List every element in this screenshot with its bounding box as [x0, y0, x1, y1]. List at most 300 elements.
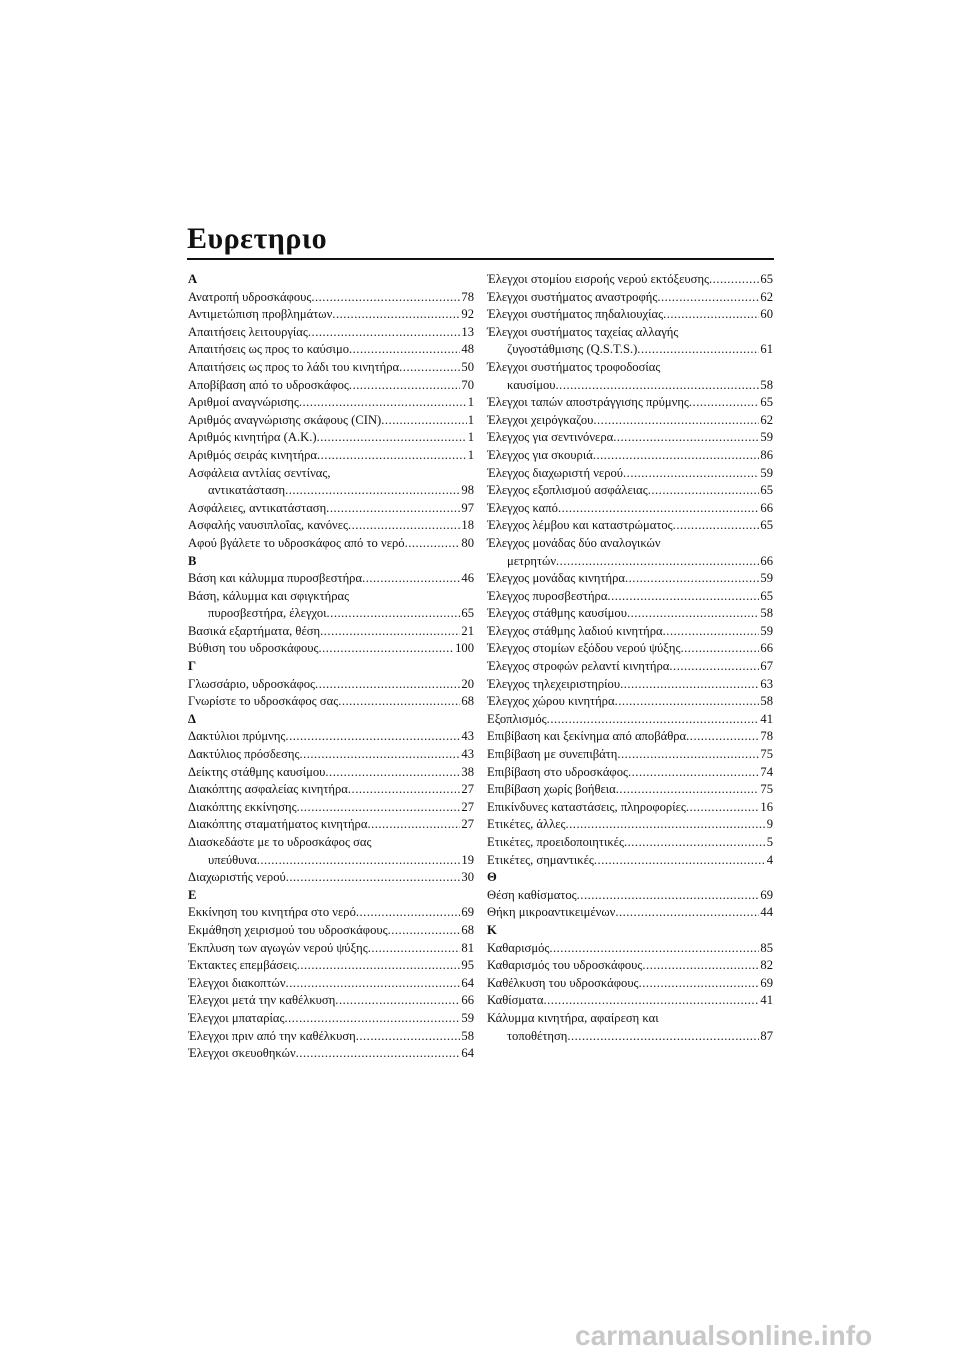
index-entry-page: 1: [467, 447, 474, 462]
dot-leader: [311, 289, 460, 307]
index-entry-page: 59: [760, 465, 773, 480]
index-entry-page: 95: [461, 958, 474, 973]
index-entry-page: 16: [760, 799, 773, 814]
index-entry: [188, 500, 474, 518]
index-entry-text: Αποβίβαση από το υδροσκάφος: [188, 377, 349, 392]
index-entry-text: Διακόπτης ασφαλείας κινητήρα: [188, 782, 348, 797]
index-entry: [487, 852, 773, 870]
dot-leader: [362, 570, 460, 588]
index-entry: [487, 377, 773, 395]
index-entry-page: 44: [760, 905, 773, 920]
index-entry-page: 19: [461, 852, 474, 867]
index-letter-heading: Θ: [487, 870, 497, 885]
index-entry: [188, 816, 474, 834]
index-entry: [188, 517, 474, 535]
index-entry: [487, 799, 773, 817]
index-entry: [487, 623, 773, 641]
index-entry-text: πυροσβεστήρα, έλεγχοι: [208, 606, 327, 621]
index-entry-page: 38: [461, 764, 474, 779]
index-entry-text: Έλεγχοι μετά την καθέλκυση: [188, 993, 336, 1008]
index-entry: [188, 605, 474, 623]
index-entry: [487, 465, 773, 483]
index-entry-page: 65: [760, 272, 773, 286]
index-entry-text: Κάλυμμα κινητήρα, αφαίρεση και: [487, 1010, 659, 1025]
index-entry: [188, 289, 474, 307]
index-entry-page: 63: [760, 676, 773, 691]
dot-leader: [297, 957, 461, 975]
index-entry-text: Έλεγχος εξοπλισμού ασφάλειας: [487, 483, 648, 498]
index-entry-page: 48: [461, 342, 474, 357]
dot-leader: [709, 271, 759, 289]
watermark-footer: carmanualsonline.info: [575, 1320, 873, 1351]
index-entry-page: 100: [455, 641, 474, 656]
dot-leader: [617, 746, 759, 764]
index-entry: [188, 359, 474, 377]
index-entry: [487, 781, 773, 799]
index-entry-text: Ασφάλεια αντλίας σεντίνας,: [188, 465, 331, 480]
index-entry-page: 58: [760, 694, 773, 709]
index-entry: [188, 799, 474, 817]
index-entry-text: Ετικέτες, σημαντικές: [487, 852, 594, 867]
index-entry: [188, 341, 474, 359]
index-entry-text: Έλεγχος στάθμης καυσίμου: [487, 606, 627, 621]
index-entry: [188, 922, 474, 940]
index-entry-text: Έλεγχοι συστήματος αναστροφής: [487, 289, 658, 304]
index-entry-page: 81: [461, 940, 474, 955]
index-entry-page: 21: [461, 623, 474, 638]
index-entry-page: 66: [760, 641, 773, 656]
index-entry-page: 85: [760, 940, 773, 955]
index-entry-page: 67: [760, 659, 773, 674]
index-entry-text: Αριθμός σειράς κινητήρα: [188, 447, 318, 462]
dot-leader: [558, 500, 759, 518]
index-entry-text: Αριθμός αναγνώρισης σκάφους (CIN): [188, 412, 382, 427]
index-entry: [487, 412, 773, 430]
index-entry-page: 60: [760, 307, 773, 322]
index-entry-text: Έλεγχος στροφών ρελαντί κινητήρα: [487, 659, 670, 674]
index-entry: [487, 289, 773, 307]
dot-leader: [356, 1028, 461, 1046]
index-entry: [188, 1028, 474, 1046]
dot-leader: [556, 377, 760, 395]
dot-leader: [349, 377, 460, 395]
index-entry: [487, 904, 773, 922]
dot-leader: [625, 570, 759, 588]
index-entry: [188, 412, 474, 430]
index-entry-page: 9: [766, 817, 773, 832]
index-entry: [188, 781, 474, 799]
index-entry-page: 27: [461, 799, 474, 814]
index-entry: [188, 1045, 474, 1063]
index-entry-page: 82: [760, 958, 773, 973]
index-entry: [188, 1010, 474, 1028]
index-entry: [487, 887, 773, 905]
index-entry-text: ζυγοστάθμισης (Q.S.T.S.): [507, 342, 638, 357]
dot-leader: [315, 676, 460, 694]
index-entry: [188, 306, 474, 324]
index-entry-text: Αριθμός κινητήρα (Α.Κ.): [188, 430, 317, 445]
dot-leader: [335, 992, 460, 1010]
dot-leader: [405, 535, 461, 553]
index-entry-text: Βάση και κάλυμμα πυροσβεστήρα: [188, 571, 363, 586]
dot-leader: [318, 640, 454, 658]
dot-leader: [257, 852, 461, 870]
dot-leader: [332, 306, 460, 324]
index-entry: [487, 500, 773, 518]
dot-leader: [388, 922, 461, 940]
dot-leader: [648, 482, 760, 500]
index-entry-page: 59: [760, 430, 773, 445]
dot-leader: [637, 341, 759, 359]
index-entry-text: Έκτακτες επεμβάσεις: [188, 958, 297, 973]
index-entry-page: 13: [461, 324, 474, 339]
dot-leader: [657, 289, 759, 307]
index-entry-text: Ετικέτες, άλλες: [487, 817, 566, 832]
index-entry-text: Έκπλυση των αγωγών νερού ψύξης: [188, 940, 368, 955]
index-entry: [487, 271, 773, 289]
dot-leader: [284, 1010, 460, 1028]
index-entry-page: 27: [461, 782, 474, 797]
dot-leader: [325, 764, 460, 782]
dot-leader: [296, 1045, 461, 1063]
index-entry: [188, 447, 474, 465]
dot-leader: [639, 975, 760, 993]
index-entry: [188, 482, 474, 500]
dot-leader: [566, 816, 766, 834]
index-entry-page: 46: [461, 571, 474, 586]
dot-leader: [381, 412, 466, 430]
index-entry-text: τοποθέτηση: [507, 1028, 568, 1043]
index-entry-text: Έλεγχοι συστήματος ταχείας αλλαγής: [487, 324, 679, 339]
dot-leader: [620, 676, 759, 694]
index-entry-page: 4: [766, 852, 773, 867]
dot-leader: [593, 412, 759, 430]
index-entry-text: Έλεγχος διαχωριστή νερού: [487, 465, 624, 480]
index-entry: [188, 992, 474, 1010]
index-entry-text: Βάση, κάλυμμα και σφιγκτήρας: [188, 588, 350, 603]
index-entry-page: 69: [760, 975, 773, 990]
index-entry-text: Ετικέτες, προειδοποιητικές: [487, 835, 624, 849]
index-entry: [487, 588, 773, 606]
dot-leader: [593, 447, 760, 465]
index-entry-text: Απαιτήσεις ως προς το καύσιμο: [188, 342, 349, 357]
dot-leader: [399, 359, 460, 377]
index-entry-text: Επιβίβαση και ξεκίνημα από αποβάθρα: [487, 729, 687, 744]
index-letter-heading: Α: [188, 272, 198, 286]
index-entry: [487, 553, 773, 571]
index-entry-page: 97: [461, 500, 474, 515]
dot-leader: [556, 553, 759, 571]
index-entry: [188, 640, 474, 658]
index-entry-text: Έλεγχος για σεντινόνερα: [487, 430, 614, 445]
index-entry-text: Γνωρίστε το υδροσκάφος σας: [188, 694, 339, 709]
index-entry: [188, 693, 474, 711]
index-entry-page: 43: [461, 747, 474, 762]
index-entry-page: 64: [461, 975, 474, 990]
index-entry-page: 18: [461, 518, 474, 533]
index-entry: [188, 852, 474, 870]
index-entry: [487, 992, 773, 1010]
dot-leader: [327, 605, 461, 623]
index-entry-page: 62: [760, 412, 773, 427]
index-entry-text: Θέση καθίσματος: [487, 887, 577, 902]
index-entry: [188, 957, 474, 975]
index-entry-page: 86: [760, 447, 773, 462]
index-entry-page: 80: [461, 535, 474, 550]
index-entry-page: 1: [467, 395, 474, 410]
index-entry-text: Έλεγχοι ταπών αποστράγγισης πρύμνης: [487, 395, 689, 410]
index-entry: [487, 1028, 773, 1046]
index-letter-heading: Β: [188, 553, 197, 568]
index-entry-text: Βασικά εξαρτήματα, θέση: [188, 623, 321, 638]
dot-leader: [686, 728, 759, 746]
dot-leader: [615, 693, 760, 711]
index-entry-page: 66: [461, 993, 474, 1008]
dot-leader: [543, 992, 759, 1010]
index-entry-page: 65: [461, 606, 474, 621]
index-entry-text: Έλεγχοι διακοπτών: [188, 975, 286, 990]
index-entry: [188, 324, 474, 342]
dot-leader: [624, 834, 766, 852]
index-entry-page: 65: [760, 395, 773, 410]
index-entry-text: αντικατάσταση: [208, 483, 286, 498]
index-entry-page: 58: [461, 1028, 474, 1043]
index-entry-text: Επικίνδυνες καταστάσεις, πληροφορίες: [487, 799, 686, 814]
dot-leader: [320, 623, 460, 641]
index-entry: [188, 764, 474, 782]
index-entry-text: Έλεγχος στάθμης λαδιού κινητήρα: [487, 623, 663, 638]
index-entry-text: Αντιμετώπιση προβλημάτων: [188, 307, 333, 322]
index-entry: [188, 940, 474, 958]
index-entry: [487, 816, 773, 834]
dot-leader: [689, 394, 760, 412]
index-entry-page: 58: [760, 377, 773, 392]
index-entry-page: 27: [461, 817, 474, 832]
index-letter-heading: Δ: [188, 711, 196, 726]
index-entry-text: Έλεγχοι πριν από την καθέλκυση: [188, 1028, 356, 1043]
index-entry-text: Έλεγχοι μπαταρίας: [188, 1010, 285, 1025]
dot-leader: [547, 711, 760, 729]
index-entry-text: Ασφάλειες, αντικατάσταση: [188, 500, 327, 515]
dot-leader: [663, 623, 760, 641]
index-entry-text: Ασφαλής ναυσιπλοΐας, κανόνες: [188, 518, 348, 533]
dot-leader: [349, 341, 460, 359]
index-entry: [188, 535, 474, 553]
index-entry-text: Απαιτήσεις ως προς το λάδι του κινητήρα: [188, 359, 400, 374]
dot-leader: [317, 447, 467, 465]
index-letter-heading: Γ: [188, 659, 197, 674]
dot-leader: [577, 887, 760, 905]
index-entry: [487, 957, 773, 975]
dot-leader: [285, 482, 460, 500]
index-entry-text: Έλεγχος μονάδας κινητήρα: [487, 571, 625, 586]
index-entry-text: Εκμάθηση χειρισμού του υδροσκάφους: [188, 922, 388, 937]
index-entry-page: 59: [760, 571, 773, 586]
index-entry-page: 68: [461, 694, 474, 709]
index-entry-page: 87: [760, 1028, 773, 1043]
dot-leader: [615, 904, 759, 922]
index-entry-page: 78: [760, 729, 773, 744]
index-entry: [487, 640, 773, 658]
index-entry-text: Έλεγχος μονάδας δύο αναλογικών: [487, 535, 661, 550]
index-entry-page: 1: [467, 412, 474, 427]
dot-leader: [663, 306, 759, 324]
dot-leader: [686, 799, 760, 817]
dot-leader: [642, 957, 759, 975]
index-entry: [487, 764, 773, 782]
index-letter-heading: Κ: [487, 922, 497, 937]
dot-leader: [613, 429, 759, 447]
index-entry-text: Διακόπτης σταματήματος κινητήρα: [188, 817, 368, 832]
index-entry-page: 98: [461, 483, 474, 498]
index-entry-page: 41: [760, 711, 773, 726]
dot-leader: [367, 816, 460, 834]
index-entry-text: Διαχωριστής νερού: [188, 870, 286, 885]
page-title: Ευρετηριο: [187, 222, 774, 260]
index-entry: [487, 447, 773, 465]
index-entry: [188, 904, 474, 922]
index-entry-text: Έλεγχοι στομίου εισροής νερού εκτόξευσης: [487, 272, 710, 286]
index-entry-text: Δακτύλιος πρόσδεσης: [188, 747, 300, 762]
index-column-right: [487, 271, 773, 1045]
dot-leader: [348, 781, 461, 799]
index-entry: [188, 377, 474, 395]
index-entry-page: 43: [461, 729, 474, 744]
dot-leader: [627, 605, 759, 623]
index-entry: [188, 570, 474, 588]
index-entry-page: 59: [760, 623, 773, 638]
dot-leader: [299, 394, 467, 412]
index-entry-text: Καθαρισμός του υδροσκάφους: [487, 958, 643, 973]
index-column-left: [188, 271, 474, 1063]
index-entry: [487, 658, 773, 676]
index-entry-text: Επιβίβαση στο υδροσκάφος: [487, 764, 628, 779]
index-entry-text: Έλεγχοι συστήματος πηδαλιουχίας: [487, 307, 664, 322]
dot-leader: [607, 588, 759, 606]
index-entry-page: 1: [467, 430, 474, 445]
dot-leader: [623, 465, 759, 483]
index-entry-page: 41: [760, 993, 773, 1008]
index-entry: [188, 623, 474, 641]
index-entry-page: 68: [461, 922, 474, 937]
index-entry: [487, 746, 773, 764]
index-entry: [487, 834, 773, 852]
dot-leader: [286, 975, 461, 993]
index-entry-text: Έλεγχοι χειρόγκαζου: [487, 412, 594, 427]
dot-leader: [299, 746, 460, 764]
dot-leader: [567, 1028, 759, 1046]
dot-leader: [338, 693, 460, 711]
index-entry-text: Θήκη μικροαντικειμένων: [487, 905, 616, 920]
index-entry: [188, 728, 474, 746]
index-entry-text: Έλεγχος χώρου κινητήρα: [487, 694, 615, 709]
index-entry-text: Έλεγχοι συστήματος τροφοδοσίας: [487, 359, 661, 374]
index-entry-page: 64: [461, 1046, 474, 1061]
index-entry-text: Αφού βγάλετε το υδροσκάφος από το νερό: [188, 535, 405, 550]
index-entry-text: Δείκτης στάθμης καυσίμου: [188, 764, 326, 779]
index-entry-text: Εκκίνηση του κινητήρα στο νερό: [188, 905, 356, 920]
index-entry-text: Έλεγχος για σκουριά: [487, 447, 593, 462]
dot-leader: [297, 799, 461, 817]
index-entry: [487, 676, 773, 694]
index-entry-text: υπεύθυνα: [208, 852, 257, 867]
index-entry-page: 74: [760, 764, 773, 779]
index-entry: [487, 341, 773, 359]
index-entry-page: 50: [461, 359, 474, 374]
index-letter-heading: Ε: [188, 887, 197, 902]
dot-leader: [673, 517, 760, 535]
dot-leader: [669, 658, 759, 676]
index-entry-page: 66: [760, 553, 773, 568]
index-entry-page: 75: [760, 747, 773, 762]
index-entry-text: Αριθμοί αναγνώρισης: [188, 395, 299, 410]
index-entry: [188, 676, 474, 694]
dot-leader: [326, 500, 460, 518]
index-entry-text: Έλεγχος λέμβου και καταστρώματος: [487, 518, 673, 533]
index-entry-page: 69: [760, 887, 773, 902]
index-entry-text: Έλεγχος τηλεχειριστηρίου: [487, 676, 621, 691]
index-entry-page: 75: [760, 782, 773, 797]
index-entry-text: Έλεγχοι σκευοθηκών: [188, 1046, 296, 1061]
index-entry-text: μετρητών: [507, 553, 557, 568]
dot-leader: [286, 869, 461, 887]
index-entry-text: Καθαρισμός: [487, 940, 550, 955]
index-entry: [487, 570, 773, 588]
index-entry-text: Έλεγχος στομίων εξόδου νερού ψύξης: [487, 641, 681, 656]
index-entry-text: Γλωσσάριο, υδροσκάφος: [188, 676, 316, 691]
index-entry: [487, 711, 773, 729]
index-entry-page: 20: [461, 676, 474, 691]
index-entry: [188, 975, 474, 993]
index-entry: [487, 482, 773, 500]
dot-leader: [348, 517, 460, 535]
index-entry-page: 69: [461, 905, 474, 920]
index-entry-page: 5: [766, 835, 773, 849]
dot-leader: [285, 728, 460, 746]
index-entry: [188, 429, 474, 447]
index-entry-text: Βύθιση του υδροσκάφους: [188, 641, 319, 656]
index-entry-text: Έλεγχος καπό: [487, 500, 558, 515]
index-entry: [487, 975, 773, 993]
index-entry-page: 70: [461, 377, 474, 392]
index-entry-page: 66: [760, 500, 773, 515]
index-entry-text: Διακόπτης εκκίνησης: [188, 799, 297, 814]
index-entry: [487, 429, 773, 447]
index-entry-text: Εξοπλισμός: [487, 711, 547, 726]
dot-leader: [356, 904, 461, 922]
index-entry: [188, 746, 474, 764]
index-entry-page: 65: [760, 518, 773, 533]
index-entry-text: Επιβίβαση χωρίς βοήθεια: [487, 782, 616, 797]
index-entry-page: 65: [760, 588, 773, 603]
index-entry-text: Επιβίβαση με συνεπιβάτη: [487, 747, 618, 762]
dot-leader: [308, 324, 461, 342]
index-entry-page: 65: [760, 483, 773, 498]
index-entry: [487, 728, 773, 746]
index-entry-text: Διασκεδάστε με το υδροσκάφος σας: [188, 835, 372, 849]
index-entry-text: Δακτύλιοι πρύμνης: [188, 729, 286, 744]
dot-leader: [680, 640, 759, 658]
index-entry: [188, 869, 474, 887]
index-entry-page: 92: [461, 307, 474, 322]
index-entry-text: Καθέλκυση του υδροσκάφους: [487, 975, 639, 990]
index-entry: [487, 693, 773, 711]
dot-leader: [368, 940, 461, 958]
index-entry: [188, 394, 474, 412]
index-entry-page: 61: [760, 342, 773, 357]
index-entry-text: Απαιτήσεις λειτουργίας: [188, 324, 308, 339]
dot-leader: [616, 781, 760, 799]
